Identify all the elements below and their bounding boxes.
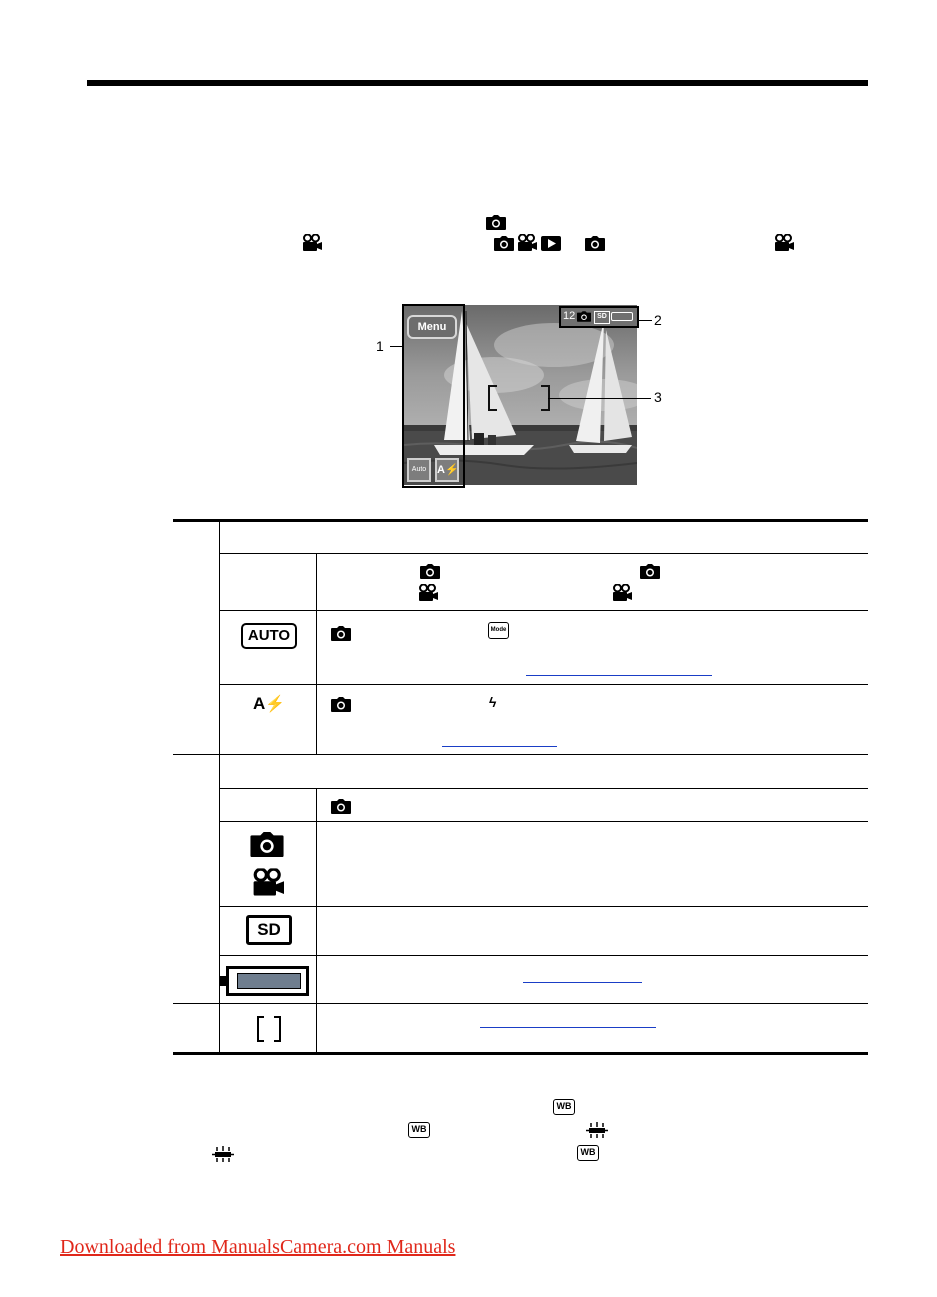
mode-button-icon: Mode [488,622,509,639]
menu-button[interactable]: Menu [407,315,457,339]
video-camera-icon [302,234,322,251]
focus-brackets-overlay [488,385,550,411]
flash-auto-icon: A⚡ [253,694,286,713]
sd-card-icon: SD [594,311,610,324]
video-camera-icon [612,584,632,601]
flash-link[interactable] [442,746,557,747]
table-row-line [219,955,868,956]
video-camera-icon [252,868,284,896]
camera-icon [331,626,351,641]
table-top-rule [173,519,868,522]
table-row-line [219,906,868,907]
remaining-count: 12 [563,310,576,322]
flash-icon: ϟ [489,694,497,710]
table-row-line [219,553,868,554]
camera-icon [250,832,284,857]
callout-line-2 [639,320,652,321]
focus-link[interactable] [480,1027,656,1028]
battery-icon [226,966,309,996]
table-row-line [219,821,868,822]
camera-icon [331,697,351,712]
sd-card-icon: SD [246,915,292,945]
mode-button[interactable]: Auto [407,458,431,482]
callout-line-3 [548,398,651,399]
battery-icon [611,312,633,321]
table-divider [219,521,220,1053]
focus-brackets-icon [257,1016,281,1042]
white-balance-icon: WB [577,1145,599,1161]
white-balance-icon: WB [408,1122,430,1138]
camera-icon [585,236,605,251]
footer-download-link[interactable]: Downloaded from ManualsCamera.com Manuals [60,1236,456,1258]
white-balance-icon: WB [553,1099,575,1115]
shooting-modes-link[interactable] [526,675,712,676]
table-row-line [173,754,868,755]
callout-number-3: 3 [654,389,662,405]
video-camera-icon [517,234,537,251]
table-divider [316,789,317,1053]
fluorescent-light-icon [586,1122,608,1138]
video-camera-icon [418,584,438,601]
flash-button[interactable]: A⚡ [435,458,459,482]
camera-icon [577,311,591,322]
table-divider [316,554,317,754]
table-row-line [173,1003,868,1004]
table-row-line [219,684,868,685]
battery-link[interactable] [523,982,642,983]
callout-number-2: 2 [654,312,662,328]
auto-mode-icon: AUTO [241,623,297,649]
table-bottom-rule [173,1052,868,1055]
camera-icon [331,799,351,814]
table-row-line [219,788,868,789]
table-row-line [219,610,868,611]
fluorescent-light-icon [212,1146,234,1162]
top-rule [87,80,868,86]
callout-number-1: 1 [376,338,384,354]
video-camera-icon [774,234,794,251]
camera-icon [420,564,440,579]
playback-icon [541,236,561,251]
camera-icon [640,564,660,579]
callout-line-1 [390,346,402,347]
camera-icon [494,236,514,251]
camera-icon [486,215,506,230]
